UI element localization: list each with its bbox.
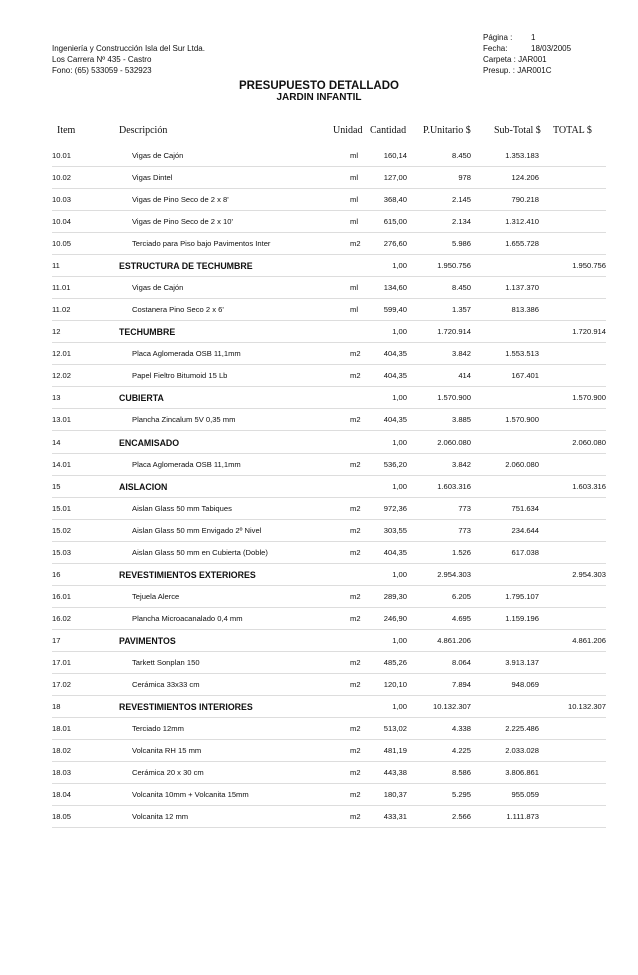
item-unit-price: 2.134 (451, 217, 471, 227)
item-description: Plancha Microacanalado 0,4 mm (132, 613, 243, 623)
row-divider (52, 210, 606, 211)
item-description: AISLACION (119, 481, 168, 492)
item-subtotal: 1.159.196 (505, 613, 539, 623)
item-total: 1.603.316 (572, 481, 606, 491)
item-subtotal: 2.060.080 (505, 459, 539, 469)
table-row (0, 612, 638, 626)
item-quantity: 615,00 (383, 217, 407, 227)
item-description: Vigas de Pino Seco de 2 x 10' (132, 217, 233, 227)
item-unit: m2 (350, 503, 361, 513)
table-row (0, 237, 638, 251)
item-unit-price: 8.450 (451, 151, 471, 160)
item-description: Vigas de Cajón (132, 151, 184, 160)
item-quantity: 246,90 (383, 613, 407, 623)
item-code: 15 (52, 481, 61, 491)
row-divider (52, 761, 606, 762)
row-divider (52, 320, 606, 321)
item-quantity: 536,20 (383, 459, 407, 469)
row-divider (52, 673, 606, 674)
item-code: 16.01 (52, 591, 72, 601)
item-unit-price: 7.894 (451, 679, 471, 689)
row-divider (52, 386, 606, 387)
item-unit: m2 (350, 371, 361, 381)
item-code: 18.04 (52, 790, 72, 800)
item-unit-price: 1.950.756 (437, 261, 471, 271)
item-unit-price: 8.064 (451, 657, 471, 667)
item-description: Aislan Glass 50 mm Tabiques (132, 503, 232, 513)
item-unit-price: 773 (458, 525, 471, 535)
item-code: 17.02 (52, 679, 72, 689)
table-row (0, 722, 638, 736)
column-header-unit-price: P.Unitario $ (423, 125, 471, 136)
table-row (0, 149, 638, 163)
row-divider (52, 497, 606, 498)
item-code: 12.01 (52, 349, 72, 359)
row-divider (52, 298, 606, 299)
row-divider (52, 607, 606, 608)
item-code: 11.02 (52, 305, 71, 315)
budget-ref: Presup. : JAR001C (483, 66, 552, 75)
item-description: Terciado para Piso bajo Pavimentos Inter (132, 239, 271, 249)
item-unit-price: 4.695 (451, 613, 471, 623)
item-total: 1.570.900 (572, 393, 606, 403)
table-row (0, 656, 638, 670)
item-code: 15.02 (52, 525, 72, 535)
item-quantity: 368,40 (383, 195, 407, 205)
item-subtotal: 1.137.370 (505, 283, 539, 293)
table-row (0, 502, 638, 516)
row-divider (52, 430, 606, 431)
item-quantity: 481,19 (383, 746, 407, 756)
item-unit-price: 1.603.316 (437, 481, 471, 491)
item-unit-price: 2.060.080 (437, 437, 471, 447)
item-subtotal: 1.312.410 (505, 217, 539, 227)
item-subtotal: 1.353.183 (505, 151, 539, 160)
item-quantity: 1,00 (392, 261, 407, 271)
item-code: 10.02 (52, 173, 72, 183)
row-divider (52, 342, 606, 343)
item-unit-price: 5.986 (451, 239, 471, 249)
item-quantity: 127,00 (383, 173, 407, 183)
item-subtotal: 813.386 (511, 305, 539, 315)
item-unit-price: 3.885 (451, 415, 471, 425)
column-header-description: Descripción (119, 125, 168, 136)
item-unit: m2 (350, 613, 361, 623)
item-unit-price: 1.570.900 (437, 393, 471, 403)
company-address: Los Carrera Nº 435 - Castro (52, 55, 152, 64)
item-unit: m2 (350, 657, 361, 667)
item-description: ENCAMISADO (119, 437, 180, 448)
item-unit-price: 8.450 (451, 283, 471, 293)
item-unit-price: 8.586 (451, 768, 471, 778)
row-divider (52, 651, 606, 652)
item-code: 18.02 (52, 746, 72, 756)
row-divider (52, 232, 606, 233)
item-subtotal: 617.038 (511, 547, 539, 557)
item-unit-price: 3.842 (451, 459, 471, 469)
item-quantity: 1,00 (392, 569, 407, 579)
row-divider (52, 475, 606, 476)
item-quantity: 120,10 (383, 679, 407, 689)
item-quantity: 134,60 (383, 283, 407, 293)
item-code: 14 (52, 437, 61, 447)
item-code: 18 (52, 702, 61, 711)
item-description: Aislan Glass 50 mm Envigado 2º Nivel (132, 525, 262, 535)
item-quantity: 404,35 (383, 371, 407, 381)
item-unit: m2 (350, 812, 361, 822)
item-unit: ml (350, 217, 359, 227)
category-row (0, 700, 638, 714)
item-quantity: 276,60 (383, 239, 407, 249)
item-total: 1.720.914 (572, 327, 606, 337)
table-row (0, 590, 638, 604)
table-row (0, 303, 638, 317)
item-code: 10.01 (52, 151, 72, 160)
table-row (0, 546, 638, 560)
item-subtotal: 3.913.137 (505, 657, 539, 667)
item-description: REVESTIMIENTOS INTERIORES (119, 702, 253, 712)
category-row (0, 480, 638, 494)
item-code: 14.01 (52, 459, 72, 469)
item-code: 15.01 (52, 503, 72, 513)
item-subtotal: 1.570.900 (505, 415, 539, 425)
table-row (0, 171, 638, 185)
date-value: 18/03/2005 (531, 44, 572, 53)
table-row (0, 347, 638, 361)
item-quantity: 485,26 (383, 657, 407, 667)
item-code: 11 (52, 261, 60, 271)
item-total: 10.132.307 (567, 702, 606, 711)
item-unit: m2 (350, 768, 361, 778)
item-subtotal: 2.033.028 (505, 746, 539, 756)
item-description: Placa Aglomerada OSB 11,1mm (132, 459, 241, 469)
item-description: Plancha Zincalum 5V 0,35 mm (132, 415, 236, 425)
page-label: Página : (483, 33, 513, 42)
item-quantity: 443,38 (383, 768, 407, 778)
item-quantity: 433,31 (383, 812, 407, 822)
table-row (0, 281, 638, 295)
item-code: 12 (52, 327, 61, 337)
category-row (0, 259, 638, 273)
item-code: 18.05 (52, 812, 72, 822)
row-divider (52, 563, 606, 564)
item-description: PAVIMENTOS (119, 635, 176, 646)
item-subtotal: 955.059 (511, 790, 539, 800)
item-quantity: 404,35 (383, 547, 407, 557)
folder-ref: Carpeta : JAR001 (483, 55, 547, 64)
table-row (0, 193, 638, 207)
item-description: Tarkett Sonplan 150 (132, 657, 200, 667)
item-unit-price: 5.295 (451, 790, 471, 800)
item-code: 12.02 (52, 371, 72, 381)
table-row (0, 413, 638, 427)
item-quantity: 404,35 (383, 349, 407, 359)
item-quantity: 404,35 (383, 415, 407, 425)
item-code: 16 (52, 569, 61, 579)
row-divider (52, 541, 606, 542)
row-divider (52, 695, 606, 696)
row-divider (52, 585, 606, 586)
row-divider (52, 783, 606, 784)
item-total: 2.060.080 (572, 437, 606, 447)
item-unit-price: 2.145 (451, 195, 471, 205)
item-code: 18.03 (52, 768, 72, 778)
item-quantity: 1,00 (392, 393, 407, 403)
item-total: 1.950.756 (572, 261, 606, 271)
item-quantity: 1,00 (392, 437, 407, 447)
item-description: Cerámica 20 x 30 cm (132, 768, 204, 778)
item-code: 10.04 (52, 217, 72, 227)
item-unit-price: 6.205 (451, 591, 471, 601)
item-subtotal: 1.111.873 (506, 812, 539, 822)
item-unit: m2 (350, 790, 361, 800)
item-code: 17 (52, 635, 61, 645)
item-description: Vigas Dintel (132, 173, 173, 183)
item-description: Costanera Pino Seco 2 x 6' (132, 305, 224, 315)
item-unit-price: 4.861.206 (437, 635, 471, 645)
item-quantity: 160,14 (383, 151, 407, 160)
item-unit: m2 (350, 724, 361, 734)
item-code: 17.01 (52, 657, 72, 667)
column-header-subtotal: Sub-Total $ (494, 125, 541, 136)
item-quantity: 180,37 (383, 790, 407, 800)
item-description: Vigas de Cajón (132, 283, 184, 293)
row-divider (52, 827, 606, 828)
item-unit: m2 (350, 459, 361, 469)
table-row (0, 458, 638, 472)
item-total: 4.861.206 (572, 635, 606, 645)
item-unit-price: 773 (458, 503, 471, 513)
column-header-quantity: Cantidad (370, 125, 407, 136)
document-title: PRESUPUESTO DETALLADO (239, 80, 399, 92)
item-quantity: 303,55 (383, 525, 407, 535)
row-divider (52, 739, 606, 740)
table-row (0, 788, 638, 802)
item-code: 18.01 (52, 724, 72, 734)
row-divider (52, 519, 606, 520)
row-divider (52, 364, 606, 365)
item-description: ESTRUCTURA DE TECHUMBRE (119, 261, 253, 272)
table-row (0, 369, 638, 383)
document-subtitle: JARDIN INFANTIL (276, 92, 362, 103)
item-subtotal: 3.806.861 (505, 768, 539, 778)
item-code: 15.03 (52, 547, 72, 557)
category-row (0, 634, 638, 648)
item-unit: ml (350, 151, 359, 160)
table-row (0, 766, 638, 780)
item-unit-price: 2.954.303 (437, 569, 471, 579)
item-subtotal: 124.206 (511, 173, 539, 183)
item-unit-price: 4.225 (451, 746, 471, 756)
item-unit: m2 (350, 591, 361, 601)
row-divider (52, 188, 606, 189)
item-unit-price: 4.338 (451, 724, 471, 734)
row-divider (52, 166, 606, 167)
item-subtotal: 790.218 (511, 195, 539, 205)
company-name: Ingeniería y Construcción Isla del Sur Ltda. (52, 44, 205, 53)
item-unit-price: 1.720.914 (437, 327, 471, 337)
table-row (0, 678, 638, 692)
item-code: 11.01 (52, 283, 71, 293)
item-unit-price: 978 (458, 173, 471, 183)
table-row (0, 810, 638, 824)
item-unit: m2 (350, 547, 361, 557)
column-header-total: TOTAL $ (553, 125, 592, 136)
item-subtotal: 1.655.728 (505, 239, 539, 249)
item-quantity: 289,30 (383, 591, 407, 601)
item-subtotal: 167.401 (511, 371, 539, 381)
item-description: Papel Fieltro Bitumoid 15 Lb (132, 371, 228, 381)
item-unit: ml (350, 305, 359, 315)
category-row (0, 325, 638, 339)
item-unit: m2 (350, 525, 361, 535)
item-code: 10.03 (52, 195, 72, 205)
category-row (0, 436, 638, 450)
row-divider (52, 805, 606, 806)
item-subtotal: 2.225.486 (505, 724, 539, 734)
item-description: CUBIERTA (119, 393, 164, 404)
item-subtotal: 1.795.107 (505, 591, 539, 601)
item-quantity: 1,00 (392, 702, 407, 711)
page-number: 1 (531, 33, 536, 42)
item-unit-price: 1.526 (451, 547, 471, 557)
table-row (0, 524, 638, 538)
table-row (0, 215, 638, 229)
column-header-unit: Unidad (333, 125, 363, 136)
item-quantity: 972,36 (383, 503, 407, 513)
item-description: Aislan Glass 50 mm en Cubierta (Doble) (132, 547, 268, 557)
item-subtotal: 234.644 (511, 525, 539, 535)
row-divider (52, 276, 606, 277)
item-unit: ml (350, 283, 359, 293)
company-phone: Fono: (65) 533059 - 532923 (52, 66, 152, 75)
row-divider (52, 717, 606, 718)
item-description: Volcanita 12 mm (132, 812, 189, 822)
column-header-item: Item (57, 125, 76, 136)
item-code: 13.01 (52, 415, 72, 425)
item-subtotal: 948.069 (511, 679, 539, 689)
item-quantity: 1,00 (392, 481, 407, 491)
item-code: 16.02 (52, 613, 72, 623)
item-unit: m2 (350, 679, 361, 689)
item-total: 2.954.303 (572, 569, 606, 579)
item-quantity: 513,02 (383, 724, 407, 734)
item-unit: m2 (350, 239, 361, 249)
item-unit-price: 3.842 (451, 349, 471, 359)
item-unit: ml (350, 195, 359, 205)
item-description: Volcanita 10mm + Volcanita 15mm (132, 790, 249, 800)
item-subtotal: 1.553.513 (505, 349, 539, 359)
item-description: Cerámica 33x33 cm (132, 679, 200, 689)
category-row (0, 568, 638, 582)
row-divider (52, 254, 606, 255)
item-unit: m2 (350, 746, 361, 756)
item-quantity: 599,40 (383, 305, 407, 315)
item-unit: m2 (350, 415, 361, 425)
item-code: 13 (52, 393, 61, 403)
row-divider (52, 408, 606, 409)
item-unit-price: 10.132.307 (432, 702, 471, 711)
item-description: Vigas de Pino Seco de 2 x 8' (132, 195, 229, 205)
item-quantity: 1,00 (392, 327, 407, 337)
table-row (0, 744, 638, 758)
item-description: Volcanita RH 15 mm (132, 746, 202, 756)
category-row (0, 391, 638, 405)
item-quantity: 1,00 (392, 635, 407, 645)
row-divider (52, 453, 606, 454)
item-unit-price: 1.357 (451, 305, 471, 315)
date-label: Fecha: (483, 44, 508, 53)
item-unit-price: 2.566 (451, 812, 471, 822)
item-description: Tejuela Alerce (132, 591, 180, 601)
item-unit: ml (350, 173, 359, 183)
item-unit-price: 414 (458, 371, 471, 381)
item-unit: m2 (350, 349, 361, 359)
item-description: REVESTIMIENTOS EXTERIORES (119, 569, 256, 580)
item-description: Terciado 12mm (132, 724, 184, 734)
item-subtotal: 751.634 (511, 503, 539, 513)
row-divider (52, 629, 606, 630)
item-code: 10.05 (52, 239, 72, 249)
item-description: TECHUMBRE (119, 327, 176, 338)
item-description: Placa Aglomerada OSB 11,1mm (132, 349, 241, 359)
